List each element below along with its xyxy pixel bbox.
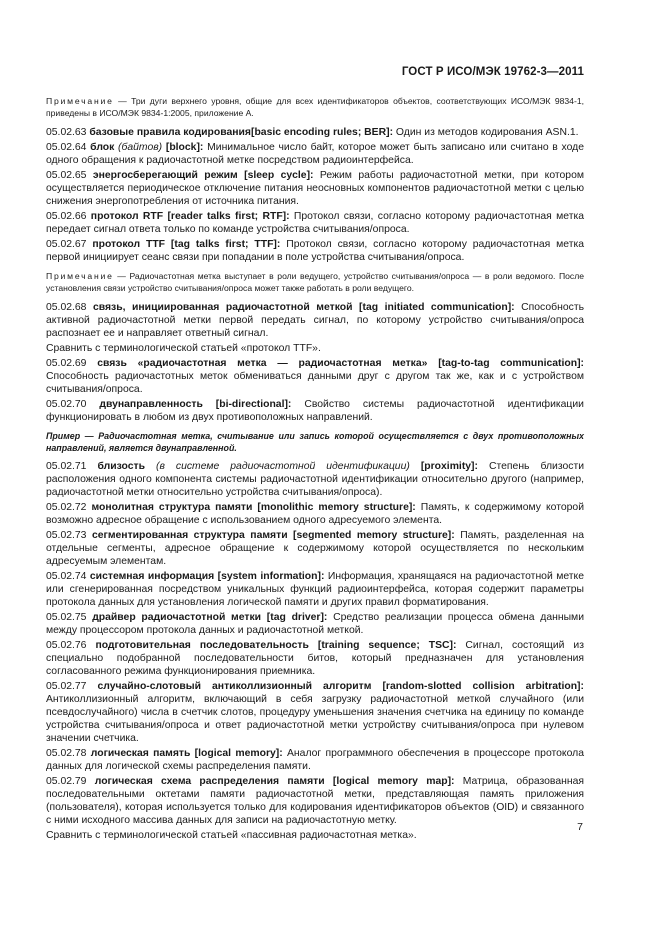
entry-number: 05.02.77 xyxy=(46,681,87,692)
entry-definition: Сигнал, состоящий из специально подобранной последовательности битов, который предназначен для установления согласованного режима функционирования приемника. xyxy=(46,640,584,677)
entry-term: двунаправленность xyxy=(99,399,203,410)
entry-definition: Один из методов кодирования ASN.1. xyxy=(393,127,579,138)
term-entry xyxy=(46,238,584,264)
entry-definition: Минимальное число байт, которое может быть записано или считано в ходе одного обращения к радиочастотной метке посредством радиоинтерфейса. xyxy=(46,142,585,166)
entry-english-equivalent: [basic encoding rules; BER]: xyxy=(251,127,394,138)
note-text: — Три дуги верхнего уровня, общие для всех идентификаторов объектов, соответствующих ИСО/МЭК 9834-1, приведены в ИСО/МЭК 9834-1:2005, приложение А. xyxy=(46,96,584,118)
entry-number: 05.02.64 xyxy=(46,142,87,153)
entry-term: энергосберегающий режим xyxy=(92,170,238,181)
entry-english-equivalent: [tag initiated communication]: xyxy=(352,302,515,313)
term-entry xyxy=(46,639,584,678)
entry-english-equivalent: [block]: xyxy=(162,142,204,153)
entry-english-equivalent: [proximity]: xyxy=(409,461,478,472)
entry-qualifier: (в системе радиочастотной идентификации) xyxy=(145,461,410,472)
entry-english-equivalent: [system information]: xyxy=(214,571,325,582)
entry-definition: Память, к содержимому которой возможно адресное обращение с использованием одного адресуемого элемента. xyxy=(46,502,585,526)
entry-definition: Режим работы радиочастотной метки, при котором осуществляется периодическое отключение питания неосновных компонентов радиочастотной метки с целью снижения энергопотребления от источника питания. xyxy=(46,170,584,207)
entry-definition: Способность активной радиочастотной метки первой передать сигнал, по которому устройство считывания/опроса распознает ее и направляет ответный сигнал. xyxy=(46,302,584,339)
term-entry xyxy=(46,169,584,208)
note-label: Примечание xyxy=(46,271,114,281)
entry-definition: Средство реализации процесса обмена данными между процессором протокола данных и радиочастотной меткой. xyxy=(46,612,584,636)
term-entry xyxy=(46,460,584,499)
term-entry xyxy=(46,398,584,424)
entry-english-equivalent: [reader talks first; RTF]: xyxy=(163,211,290,222)
entry-english-equivalent: [sleep cycle]: xyxy=(237,170,314,181)
term-entries-b xyxy=(46,301,584,340)
entry-term: драйвер радиочастотной метки xyxy=(92,612,262,623)
term-entry xyxy=(46,529,584,568)
entry-term: связь, инициированная радиочастотной меткой xyxy=(92,302,353,313)
entry-english-equivalent: [training sequence; TSC]: xyxy=(308,640,457,651)
entry-definition: Память, разделенная на отдельные сегменты, адресное обращение к содержимому которой осуществляется по нескольким адресуемым элементам. xyxy=(46,530,584,567)
term-entry xyxy=(46,357,584,396)
page-number: 7 xyxy=(577,821,583,833)
entry-number: 05.02.72 xyxy=(46,502,87,513)
entry-definition: Информация, хранящаяся на радиочастотной метке или сгенерированная посредством уникальных функций радиоинтерфейса, которая содержит параметры протокола данных для установления логической памяти и других правил форматирования. xyxy=(46,571,584,608)
term-entry xyxy=(46,680,584,745)
term-entry xyxy=(46,501,584,527)
entry-number: 05.02.69 xyxy=(46,358,87,369)
entry-definition: Протокол связи, согласно которому радиочастотная метка передает сигнал ответа только по команде устройства считывания/опроса. xyxy=(46,211,585,235)
entry-number: 05.02.66 xyxy=(46,211,87,222)
entry-term: протокол TTF xyxy=(92,239,166,250)
term-entries-d xyxy=(46,460,584,827)
entry-term: подготовительная последовательность xyxy=(95,640,309,651)
entry-number: 05.02.73 xyxy=(46,530,87,541)
note-2 xyxy=(46,271,584,294)
document-body xyxy=(46,96,584,844)
note-text: — Радиочастотная метка выступает в роли ведущего, устройство считывания/опроса — в роли ведомого. После установления связи устройство считывания/опроса может также работать в роли ведущего. xyxy=(46,271,584,293)
term-entry xyxy=(46,126,584,139)
entry-number: 05.02.78 xyxy=(46,748,87,759)
entry-definition: Протокол связи, согласно которому радиочастотная метка первой инициирует сеанс связи при попадании в поле устройства считывания/опроса. xyxy=(46,239,585,263)
entry-english-equivalent: [tag talks first; TTF]: xyxy=(165,239,281,250)
entry-number: 05.02.75 xyxy=(46,612,87,623)
note-1 xyxy=(46,96,584,119)
entry-number: 05.02.71 xyxy=(46,461,87,472)
term-entry xyxy=(46,775,584,827)
entry-term: близость xyxy=(97,461,145,472)
entry-number: 05.02.74 xyxy=(46,571,87,582)
entry-term: сегментированная структура памяти xyxy=(91,530,288,541)
entry-definition: Матрица, образованная последовательными октетами памяти радиочастотной метки, представляющая память приложения (пользователя), которая используется только для кодирования идентификаторов объектов (OID) и связанного с ними исходного массива данных для записи на радиочастотную метку. xyxy=(46,776,584,826)
entry-term: протокол RTF xyxy=(90,211,164,222)
entry-english-equivalent: [tag driver]: xyxy=(261,612,328,623)
term-entry xyxy=(46,611,584,637)
entry-term: связь «радиочастотная метка — радиочастотная метка» xyxy=(97,358,428,369)
entry-term: логическая схема распределения памяти xyxy=(94,776,325,787)
entry-english-equivalent: [random-slotted collision arbitration]: xyxy=(371,681,584,692)
note-label: Примечание xyxy=(46,96,114,106)
entry-definition: Антиколлизионный алгоритм, включающий в себя загрузку радиочастотной меткой случайного (или псевдослучайного) числа в счетчик слотов, процедуру уменьшения значения счетчика на единицу по команде устройства считывания/опроса и ответ радиочастотной метки устройству считывания/опроса при нулевом значении счетчика. xyxy=(46,694,584,744)
entry-term: базовые правила кодирования xyxy=(89,127,251,138)
entry-number: 05.02.79 xyxy=(46,776,87,787)
entry-number: 05.02.70 xyxy=(46,399,87,410)
term-entries-a xyxy=(46,126,584,264)
entry-english-equivalent: [logical memory]: xyxy=(190,748,283,759)
entry-english-equivalent: [tag-to-tag communication]: xyxy=(427,358,585,369)
entry-term: монолитная структура памяти xyxy=(91,502,253,513)
term-entry xyxy=(46,570,584,609)
term-entry xyxy=(46,141,584,167)
entry-term: блок xyxy=(90,142,115,153)
entry-number: 05.02.68 xyxy=(46,302,87,313)
entry-number: 05.02.65 xyxy=(46,170,87,181)
entry-definition: Степень близости расположения одного компонента системы радиочастотной идентификации относительно другого (например, радиочастотной метки относительно устройства считывания/опроса). xyxy=(46,461,585,498)
cross-reference-2: Сравнить с терминологической статьей «пассивная радиочастотная метка». xyxy=(46,830,417,841)
entry-number: 05.02.67 xyxy=(46,239,87,250)
entry-english-equivalent: [segmented memory structure]: xyxy=(287,530,455,541)
document-header: ГОСТ Р ИСО/МЭК 19762-3—2011 xyxy=(401,66,584,78)
entry-english-equivalent: [monolithic memory structure]: xyxy=(252,502,416,513)
term-entry xyxy=(46,301,584,340)
entry-term: логическая память xyxy=(90,748,191,759)
term-entries-c xyxy=(46,357,584,424)
term-entry xyxy=(46,210,584,236)
entry-definition: Способность радиочастотных меток обмениваться данными друг с другом так же, как и с устройством считывания/опроса. xyxy=(46,371,584,395)
entry-english-equivalent: [logical memory map]: xyxy=(324,776,455,787)
entry-term: случайно-слотовый антиколлизионный алгоритм xyxy=(97,681,372,692)
entry-term: системная информация xyxy=(89,571,215,582)
cross-reference-1: Сравнить с терминологической статьей «протокол TTF». xyxy=(46,343,321,354)
entry-qualifier: (байтов) xyxy=(114,142,163,153)
example-text: Пример — Радиочастотная метка, считывание или запись которой осуществляется с двух противоположных направлений, является двунаправленной. xyxy=(46,431,584,453)
entry-number: 05.02.76 xyxy=(46,640,87,651)
entry-english-equivalent: [bi-directional]: xyxy=(202,399,292,410)
term-entry xyxy=(46,747,584,773)
entry-number: 05.02.63 xyxy=(46,127,87,138)
entry-definition: Свойство системы радиочастотной идентификации функционировать в любом из двух противоположных направлений. xyxy=(46,399,584,423)
entry-definition: Аналог программного обеспечения в процессоре протокола данных для логической схемы распределения памяти. xyxy=(46,748,584,772)
